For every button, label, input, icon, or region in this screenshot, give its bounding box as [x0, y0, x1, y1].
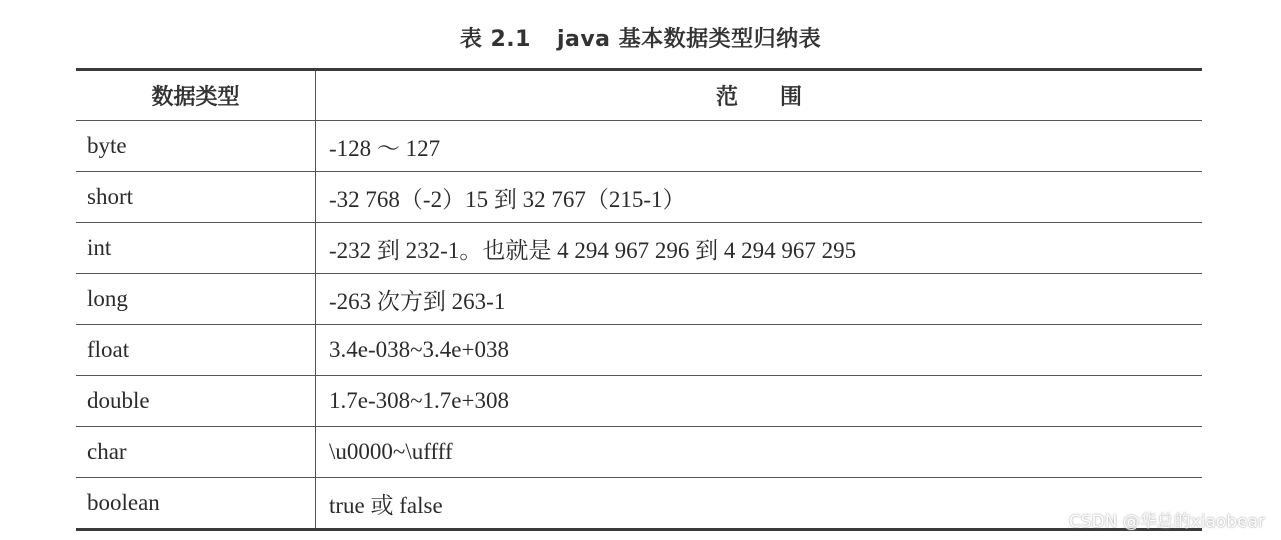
- table-row: [76, 121, 1202, 172]
- caption-title: java 基本数据类型归纳表: [556, 27, 822, 52]
- type-cell: char: [76, 427, 316, 477]
- table-row: [76, 172, 1202, 223]
- range-cell: true 或 false: [329, 492, 443, 518]
- data-types-table: [76, 68, 1202, 531]
- header-data-type: 数据类型: [76, 71, 316, 120]
- table-header-row: [76, 71, 1202, 121]
- table-row: [76, 427, 1202, 478]
- header-range: 范围: [715, 85, 844, 110]
- range-cell: -232 到 232-1。也就是 4 294 967 296 到 4 294 967 295: [329, 237, 857, 263]
- table-row: [76, 274, 1202, 325]
- type-cell: long: [76, 274, 316, 324]
- range-cell: -32 768（-2）15 到 32 767（215-1）: [329, 186, 686, 212]
- table-row: [76, 376, 1202, 427]
- table-caption: [0, 22, 1281, 53]
- type-cell: double: [76, 376, 316, 426]
- type-cell: short: [76, 172, 316, 222]
- type-cell: byte: [76, 121, 316, 171]
- table-row: [76, 478, 1202, 528]
- range-cell: 3.4e-038~3.4e+038: [329, 337, 509, 362]
- table-row: [76, 223, 1202, 274]
- caption-number: 表 2.1: [459, 27, 531, 52]
- type-cell: float: [76, 325, 316, 375]
- type-cell: int: [76, 223, 316, 273]
- range-cell: \u0000~\uffff: [329, 439, 453, 464]
- range-cell: -263 次方到 263-1: [329, 288, 506, 314]
- csdn-watermark: CSDN @华总的xiaobear: [1068, 512, 1265, 532]
- type-cell: boolean: [76, 478, 316, 528]
- table-row: [76, 325, 1202, 376]
- range-cell: 1.7e-308~1.7e+308: [329, 388, 509, 413]
- range-cell: -128 ～ 127: [329, 135, 441, 161]
